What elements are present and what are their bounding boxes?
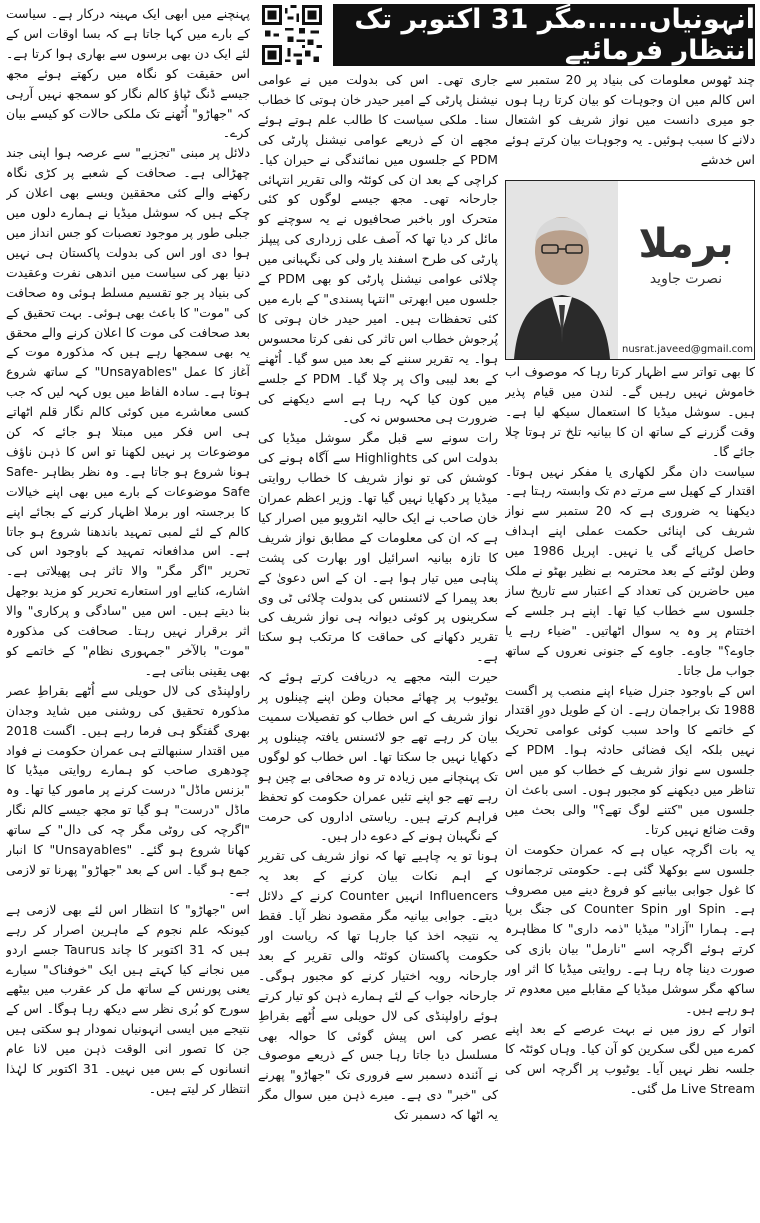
paragraph: اس کے باوجود جنرل ضیاء اپنے منصب پر اگست 1988 تک براجمان رہے۔ ان کے طویل دورِ اقتدار کے خاتمے کا واحد سبب کوئی عوامی تحریک نہیں بلکہ ایک فضائی حادثہ ہوا۔ PDM کے جلسوں سے نواز شریف کے خطاب کو میں اس تناظر میں دیکھنے کو مجبور ہوں۔ اسی باعث ان جلسوں میں "کتنے لوگ تھے؟" والی بحث میں وقت ضائع نہیں کرتا۔ [505,682,755,837]
author-name: نصرت جاوید [649,271,723,287]
author-portrait-icon [506,181,618,359]
author-email[interactable]: nusrat.javeed@gmail.com [622,344,754,355]
column3-body [6,4,250,1220]
column-headline [333,4,755,66]
paragraph: ہونا تو یہ چاہیے تھا کہ نواز شریف کی تقریر کے اہم نکات بیان کرنے کے بعد یہ Influencers انہیں Counter کرنے کے دلائل دیتے۔ جوابی بیانیہ مگر مقصود نظر آیا۔ فقط یہ نتیجہ اخذ کیا جارہا تھا کہ ریاست اور حکومت پاکستان کوئٹہ والی تقریر کے بعد جارحانہ رویہ اختیار کرنے کو مجبور ہوگی۔ جارحانہ جواب کے لئے ہمارے ذہن کو تیار کرتے ہوئے راولپنڈی کی لال حویلی سے اُٹھے بقراطِ عصر کی اس پیش گوئی کا حوالہ بھی مسلسل دیا جاتا رہا جس کے ذریعے موصوف نے آئندہ دسمبر سے فروری تک "جھاڑو" پھرنے کی "خبر" دی ہے۔ میرے ذہن میں سوال مگر یہ اٹھا کہ دسمبر تک [258,848,498,1123]
columnist-banner [505,180,755,360]
column-name: برملا [638,221,734,267]
paragraph: اس "جھاڑو" کا انتظار اس لئے بھی لازمی ہے کیونکہ علم نجوم کے ماہرین اصرار کر رہے ہیں کہ 31 اکتوبر کا چاند Taurus جسے اردو میں نجانے کیا کہتے ہیں ایک "خوفناک" سیارے یعنی پورنس کے ساتھ مل کر عقرب میں بیٹھے سورج کو بُری نظر سے دیکھ رہا ہوگا۔ اس کے نتیجے میں ایسی انہونیاں نمودار ہو سکتی ہیں جن کا تصور انی الوقت ذہن میں لانا عام انسانوں کے بس میں نہیں۔ 31 اکتوبر کا لہٰذا انتظار کر لیتے ہیں۔ [6,901,250,1096]
column1-intro [505,70,755,178]
paragraph: کا بھی تواتر سے اظہار کرتا رہا کہ موصوف اب خاموش نہیں رہیں گے۔ لندن میں قیام پذیر ہیں۔ سوشل میڈیا کا استعمال سیکھ لیا ہے۔ وقت گزرنے کے ساتھ ان کا بیانیہ تلخ تر ہوتا چلا جائے گا۔ [505,364,755,459]
paragraph: راولپنڈی کی لال حویلی سے اُٹھے بقراطِ عصر مذکورہ تحقیق کی روشنی میں شاید وجدان بھری گفتگو ہی فرما رہے ہیں۔ اگست 2018 میں اقتدار سنبھالتے ہی عمران حکومت نے فواد چودھری صاحب کو ہمارے روایتی میڈیا کا "بزنس ماڈل" درست کرنے پر مامور کیا تھا۔ وہ ماڈل "درست" ہو گیا تو مجھ جیسے کالم نگار "اگرچہ کی روٹی مگر چہ کی دال" کے ساتھ کھانا شروع ہو گئے۔ "Unsayables" کا انبار جمع ہو گیا۔ اس کے بعد "جھاڑو" پھرنا تو لازمی ہے۔ [6,682,250,897]
paragraph: سیاست دان مگر لکھاری یا مفکر نہیں ہوتا۔ اقتدار کے کھیل سے مرتے دم تک وابستہ رہتا ہے۔ دیکھنا یہ ضروری ہے کہ 20 ستمبر سے نواز شریف کی اپنائی حکمت عملی اپنے اہداف حاصل کرپائے گی یا نہیں۔ اپریل 1986 میں وطن لوٹنے کے بعد محترمہ بے نظیر بھٹو نے ملک میں حاضرین کی تعداد کے اعتبار سے تاریخ ساز جلسوں سے خطاب کیا تھا۔ اپنے ہر جلسے کے اختتام پر وہ یہ سوال اٹھاتیں۔ "ضیاء رہے یا جاوے؟" جاوے۔ جاوے کے جنونی نعروں کے ساتھ جواب مل جاتا۔ [505,463,755,678]
column-brand [626,221,746,331]
paragraph: جاری تھی۔ اس کی بدولت میں نے عوامی نیشنل پارٹی کے امیر حیدر خان ہوتی کا خطاب سنا۔ ملکی سیاست کا طالب علم ہوتے ہوئے مجھے ان کے ذریعے عوامی نیشنل پارٹی کی PDM کے جلسوں میں نمائندگی نے حیران کیا۔ کراچی کے بعد ان کی کوئٹہ والی تقریر انتہائی جارحانہ تھی۔ مجھ جیسے لوگوں کو کئی متحرک اور باخبر صحافیوں نے یہ سوچنے کو مائل کر دیا تھا کہ آصف علی زرداری کی پیپلز پارٹی کی طرح اسفند یار ولی کی نگہبانی میں چلائی عوامی نیشنل پارٹی کو بھی PDM کے جلسوں میں ابھرتی "انتہا پسندی" کے بارے میں کئی تحفظات ہیں۔ امیر حیدر خان ہوتی کا پُرجوش خطاب اس تاثر کی نفی کرتا محسوس ہوا۔ یہ تقریر سننے کے بعد میں سو گیا۔ اُٹھنے کے بعد لیبی واک پر چلا گیا۔ PDM کے جلسے میں کون کیا کہہ رہا ہے اسے دیکھنے کی ضرورت ہی محسوس نہ کی۔ [258,72,498,426]
paragraph: رات سونے سے قبل مگر سوشل میڈیا کی بدولت اس کی Highlights سے آگاہ ہونے کی کوشش کی تو نواز شریف کا خطاب روایتی میڈیا پر دکھایا نہیں گیا تھا۔ وزیر اعظم عمران خان صاحب نے ایک حالیہ انٹرویو میں اصرار کیا ہے کہ ان کی معلومات کے مطابق نواز شریف کا تازہ بیانیہ اسرائیل اور بھارت کی پشت پناہی میں تیار ہوا ہے۔ ان کے اس دعویٰ کے بعد پیمرا کے لائسنس کی بدولت چلائی ٹی وی سکرینوں پر کوئی دیوانہ ہی نواز شریف کی تقریر دکھانے کی حماقت کا مرتکب ہو سکتا ہے۔ [258,430,498,665]
paragraph: حیرت البتہ مجھے یہ دریافت کرتے ہوئے کہ یوٹیوب پر چھائے محبان وطن اپنے چینلوں پر نواز شریف کے اس خطاب کو تفصیلات سمیت بیان کر رہے تھے جو لائسنس یافتہ چینلوں پر دکھایا نہیں جا سکتا تھا۔ اس خطاب کو لوگوں تک پہنچانے میں زیادہ تر وہ صحافی بے چین ہو رہے تھے جو اپنے تئیں عمران حکومت کو تحفظ فراہم کرتے ہیں۔ ریاستی اداروں کی حرمت کے نگہبان ہونے کے دعوے دار ہیں۔ [258,669,498,844]
qr-code-icon [262,5,322,65]
headline-text: انہونیاں......مگر 31 اکتوبر تک انتظار فرمائیے [354,4,755,66]
paragraph: پہنچنے میں ابھی ایک مہینہ درکار ہے۔ سیاست کے بارے میں کہا جاتا ہے کہ بسا اوقات اس کے لئے ایک دن بھی برسوں سے بھاری ہوا کرتا ہے۔ اس حقیقت کو نگاہ میں رکھتے ہوئے مجھ جیسے ڈنگ ٹپاؤ کالم نگار کو سمجھ نہیں آرہی کہ "جھاڑو" اُٹھنے تک ملکی حالات کو کیسے بیان کرے۔ [6,6,250,141]
paragraph: چند ٹھوس معلومات کی بنیاد پر 20 ستمبر سے اس کالم میں ان وجوہات کو بیان کرتا رہا ہوں جو میری دانست میں نواز شریف کو اشتعال دلانے کا سبب ہوئیں۔ یہ وجوہات بیان کرتے ہوئے اس خدشے [505,72,755,167]
column1-body [505,362,755,1220]
column2-body [258,70,498,1220]
author-photo [506,181,618,359]
paragraph: یہ بات اگرچہ عیاں ہے کہ عمران حکومت ان جلسوں سے بوکھلا گئی ہے۔ حکومتی ترجمانوں کا غول جوابی بیانیے کو فروغ دینے میں مصروف ہے۔ Spin اور Counter Spin کی جنگ برپا ہے۔ ہمارا "آزاد" میڈیا "ذمہ داری" کا مظاہرہ کرتے ہوئے اگرچہ اسے "نارمل" بیان بازی کی صورت دینا چاہ رہا ہے۔ روایتی میڈیا کا اثر اور ساکھ مگر سوشل میڈیا کے مقابلے میں معدوم تر ہو رہے ہیں۔ [505,841,755,1016]
paragraph: دلائل پر مبنی "تجزیے" سے عرصہ ہوا اپنی جند چھڑالی ہے۔ صحافت کے شعبے پر کڑی نگاہ رکھنے والے کئی محققین ویسے بھی اعلان کر چکے ہیں کہ سوشل میڈیا نے ہمارے دلوں میں جبلی طور پر موجود تعصبات کو جس انداز میں ہوا دی اور اس کی بدولت پاکستان ہی نہیں دنیا بھر کی سیاست میں اندھی نفرت وعقیدت کی بنیاد پر جو تقسیم مسلط ہوئی وہ صحافت کی "موت" کا باعث بھی ہوئی۔ بہت تحقیق کے بعد صحافت کی موت کا اعلان کرنے والے محقق یہ بھی سمجھا رہے ہیں کہ مذکورہ موت کے آغاز کا عمل "Unsayables" کے ساتھ شروع ہوتا ہے۔ سادہ الفاظ میں یوں کہہ لیں کہ جب کسی معاشرے میں کوئی کالم نگار قلم اٹھاتے ہی اس فکر میں مبتلا ہو جائے کہ کن موضوعات پر نہیں لکھنا تو اس کا ذہن ناؤف ہونا شروع ہو جاتا ہے۔ وہ نظر بظاہر Safe-Safe موضوعات کے بارے میں بھی اپنے خیالات کا برجستہ اور برملا اظہار کرنے کے بجائے اپنے کالم کے لئے لمبی تمہید باندھنا شروع ہو جاتا ہے۔ اس مدافعانہ تمہید کے باوجود اس کی تحریر "اگر مگر" والا تاثر ہی پھیلاتی ہے۔ اشارے، کنایے اور استعارے تحریر کو مزید بوجھل بنا دیتے ہیں۔ اس میں "سادگی و پرکاری" والا اثر برقرار نہیں رہتا۔ صحافت کی مذکورہ "موت" بالآخر "جمہوری نظام" کے خاتمے کو بھی یقینی بناتی ہے۔ [6,145,250,678]
paragraph: اتوار کے روز میں نے بہت عرصے کے بعد اپنے کمرے میں لگی سکرین کو آن کیا۔ وہاں کوئٹہ کا جلسہ نظر نہیں آیا۔ یوٹیوب پر اگرچہ اس کی Live Stream مل گئی۔ [505,1020,755,1096]
